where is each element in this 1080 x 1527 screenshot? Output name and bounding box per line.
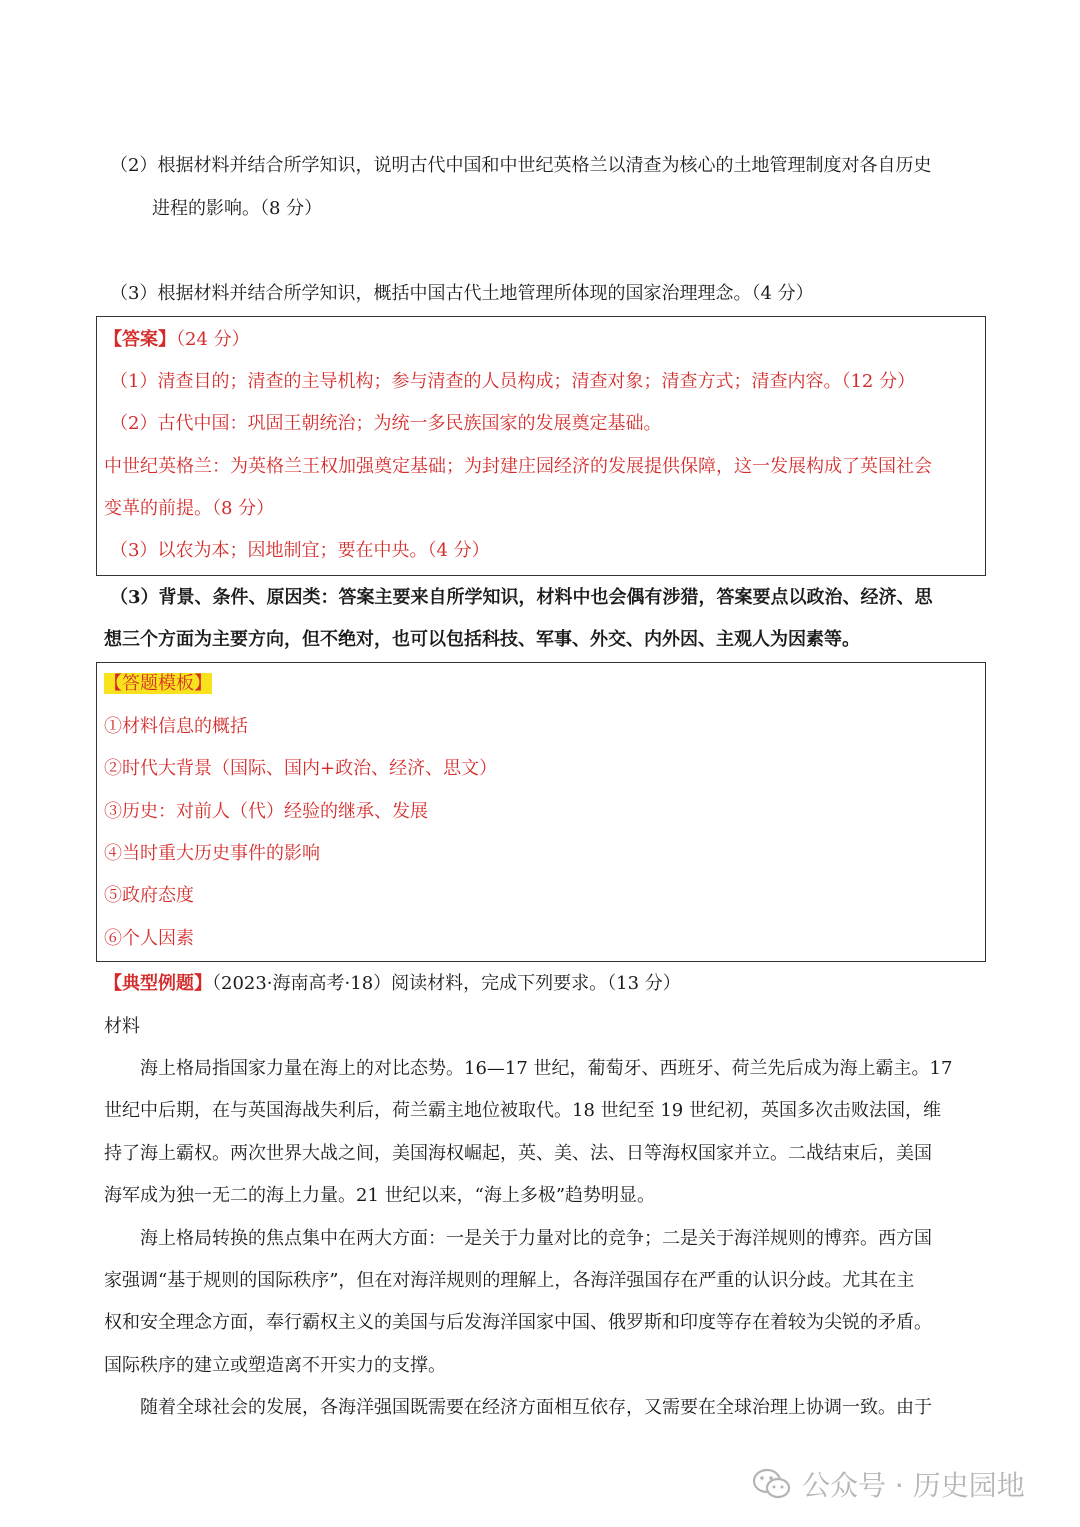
answer-score: （24 分） bbox=[176, 329, 250, 350]
paragraph-1-line: 世纪中后期，在与英国海战失利后，荷兰霸主地位被取代。18 世纪至 19 世纪初，英国多次击败法国，维 bbox=[104, 1100, 941, 1121]
paragraph-1-line: 海上格局指国家力量在海上的对比态势。16—17 世纪，葡萄牙、西班牙、荷兰先后成为海上霸主。17 bbox=[140, 1058, 953, 1079]
paragraph-2-line: 国际秩序的建立或塑造离不开实力的支撑。 bbox=[104, 1355, 446, 1376]
paragraph-2-line: 家强调“基于规则的国际秩序”，但在对海洋规则的理解上，各海洋强国存在严重的认识分歧。尤其在主 bbox=[104, 1270, 915, 1291]
category-line-2: 想三个方面为主要方向，但不绝对，也可以包括科技、军事、外交、内外因、主观人为因素等。 bbox=[104, 629, 860, 650]
paragraph-1-line: 海军成为独一无二的海上力量。21 世纪以来，“海上多极”趋势明显。 bbox=[104, 1185, 656, 1206]
example-title: （2023·海南高考·18）阅读材料，完成下列要求。（13 分） bbox=[212, 973, 681, 994]
template-item: ⑤政府态度 bbox=[104, 885, 194, 906]
category-line-1: （3）背景、条件、原因类：答案主要来自所学知识，材料中也会偶有涉猎，答案要点以政治、经济、思 bbox=[110, 587, 933, 608]
template-tag: 【答题模板】 bbox=[104, 673, 212, 694]
template-item: ③历史：对前人（代）经验的继承、发展 bbox=[104, 801, 428, 822]
answer-item-3-line-2: 变革的前提。（8 分） bbox=[104, 498, 275, 519]
watermark-text: 公众号 · 历史园地 bbox=[802, 1469, 1025, 1502]
answer-box bbox=[96, 316, 986, 576]
example-heading bbox=[104, 972, 681, 996]
template-item: ②时代大背景（国际、国内+政治、经济、思文） bbox=[104, 758, 498, 779]
answer-item-4: （3）以农为本；因地制宜；要在中央。（4 分） bbox=[110, 540, 490, 561]
template-item: ①材料信息的概括 bbox=[104, 716, 248, 737]
paragraph-3-line: 随着全球社会的发展，各海洋强国既需要在经济方面相互依存，又需要在全球治理上协调一致。由于 bbox=[140, 1397, 932, 1418]
material-label: 材料 bbox=[104, 1016, 140, 1037]
wechat-icon bbox=[752, 1467, 792, 1501]
answer-tag: 【答案】 bbox=[104, 329, 176, 350]
paragraph-2-line: 海上格局转换的焦点集中在两大方面：一是关于力量对比的竞争；二是关于海洋规则的博弈。西方国 bbox=[140, 1228, 932, 1249]
example-tag: 【典型例题】 bbox=[104, 973, 212, 994]
answer-item-1: （1）清查目的；清查的主导机构；参与清查的人员构成；清查对象；清查方式；清查内容。（12 分） bbox=[110, 371, 916, 392]
question-2-line-1: （2）根据材料并结合所学知识，说明古代中国和中世纪英格兰以清查为核心的土地管理制度对各自历史 bbox=[110, 155, 932, 176]
paragraph-1-line: 持了海上霸权。两次世界大战之间，美国海权崛起，英、美、法、日等海权国家并立。二战结束后，美国 bbox=[104, 1143, 932, 1164]
answer-item-3-line-1: 中世纪英格兰：为英格兰王权加强奠定基础；为封建庄园经济的发展提供保障，这一发展构成了英国社会 bbox=[104, 456, 932, 477]
paragraph-2-line: 权和安全理念方面，奉行霸权主义的美国与后发海洋国家中国、俄罗斯和印度等存在着较为尖锐的矛盾。 bbox=[104, 1312, 932, 1333]
watermark bbox=[752, 1462, 1052, 1506]
template-heading bbox=[104, 672, 212, 696]
question-2-line-2: 进程的影响。（8 分） bbox=[152, 198, 323, 219]
answer-item-2: （2）古代中国：巩固王朝统治；为统一多民族国家的发展奠定基础。 bbox=[110, 413, 662, 434]
template-item: ⑥个人因素 bbox=[104, 928, 194, 949]
question-3: （3）根据材料并结合所学知识，概括中国古代土地管理所体现的国家治理理念。（4 分） bbox=[110, 283, 814, 304]
template-item: ④当时重大历史事件的影响 bbox=[104, 843, 320, 864]
answer-heading bbox=[104, 328, 250, 352]
